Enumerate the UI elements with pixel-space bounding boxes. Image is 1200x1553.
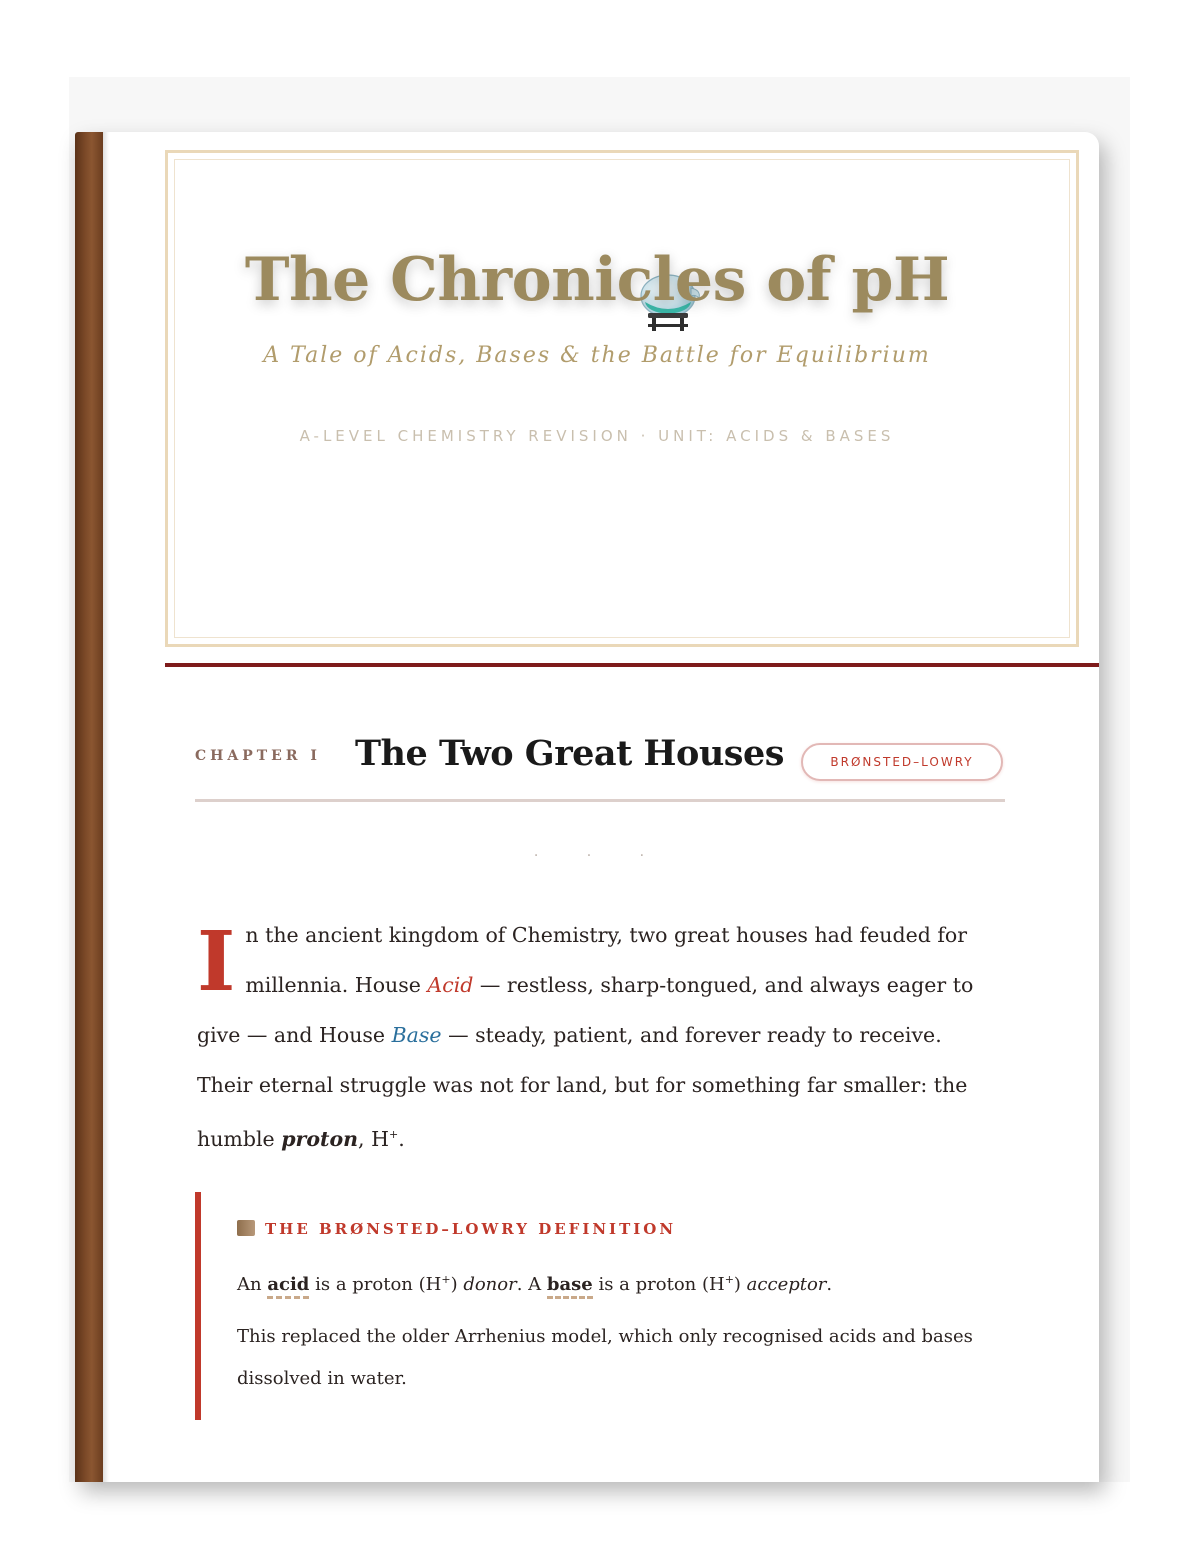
title-frame: [165, 150, 1079, 647]
house-base: Base: [391, 1023, 442, 1047]
house-acid: Acid: [427, 973, 474, 997]
section-ornament: · · ·: [533, 848, 667, 864]
story-text-4: , H: [358, 1126, 389, 1151]
text-an: An: [237, 1274, 268, 1295]
donor-word: donor: [463, 1274, 517, 1295]
proton-charge: +: [388, 1128, 399, 1141]
story-text-3: — steady, patient, and forever ready to receive. Their eternal struggle was not for land, but for something far smaller: the humble: [197, 1023, 968, 1151]
header-divider: [165, 663, 1099, 667]
arrhenius-note: This replaced the older Arrhenius model, which only recognised acids and bases dissolved in water.: [237, 1326, 973, 1389]
charge-1: +: [441, 1273, 451, 1286]
chapter-title: The Two Great Houses: [355, 733, 784, 774]
story-text-5: .: [398, 1126, 405, 1151]
book-title: The Chronicles of pH: [244, 245, 950, 315]
chapter-label: CHAPTER I: [195, 748, 321, 764]
text-proton-2: is a proton (H: [592, 1274, 725, 1295]
story-text-1: n the ancient kingdom of Chemistry, two great houses had feuded for millennia. House: [245, 923, 968, 997]
drop-cap: I: [197, 914, 236, 1010]
title-frame-inner: [174, 159, 1070, 638]
base-term: base: [547, 1274, 593, 1299]
text-close-1: ): [450, 1274, 464, 1295]
chapter-header: [195, 722, 1005, 782]
unit-label: A-LEVEL CHEMISTRY REVISION · UNIT: ACIDS & BASES: [299, 427, 895, 445]
book-spine: [75, 132, 103, 1482]
callout-heading: [237, 1220, 676, 1238]
spine-shadow: [103, 132, 109, 1482]
book-subtitle: A Tale of Acids, Bases & the Battle for Equilibrium: [263, 343, 931, 368]
proton-term: proton: [281, 1126, 359, 1151]
text-a: . A: [516, 1274, 547, 1295]
topic-badge: BRØNSTED–LOWRY: [801, 743, 1003, 781]
story-text-2: — restless, sharp-tongued, and always eager to give — and House: [197, 973, 974, 1047]
chapter-divider: [195, 799, 1005, 802]
text-period: .: [826, 1274, 833, 1295]
text-close-2: ): [733, 1274, 747, 1295]
acceptor-word: acceptor: [746, 1274, 827, 1295]
definition-line: [237, 1264, 997, 1301]
charge-2: +: [724, 1273, 734, 1286]
story-paragraph: [197, 910, 987, 1164]
acid-term: acid: [267, 1274, 309, 1299]
callout-heading-text: THE BRØNSTED–LOWRY DEFINITION: [265, 1220, 677, 1238]
book-icon: [237, 1220, 255, 1236]
definition-callout: [195, 1192, 995, 1420]
text-proton-1: is a proton (H: [309, 1274, 442, 1295]
